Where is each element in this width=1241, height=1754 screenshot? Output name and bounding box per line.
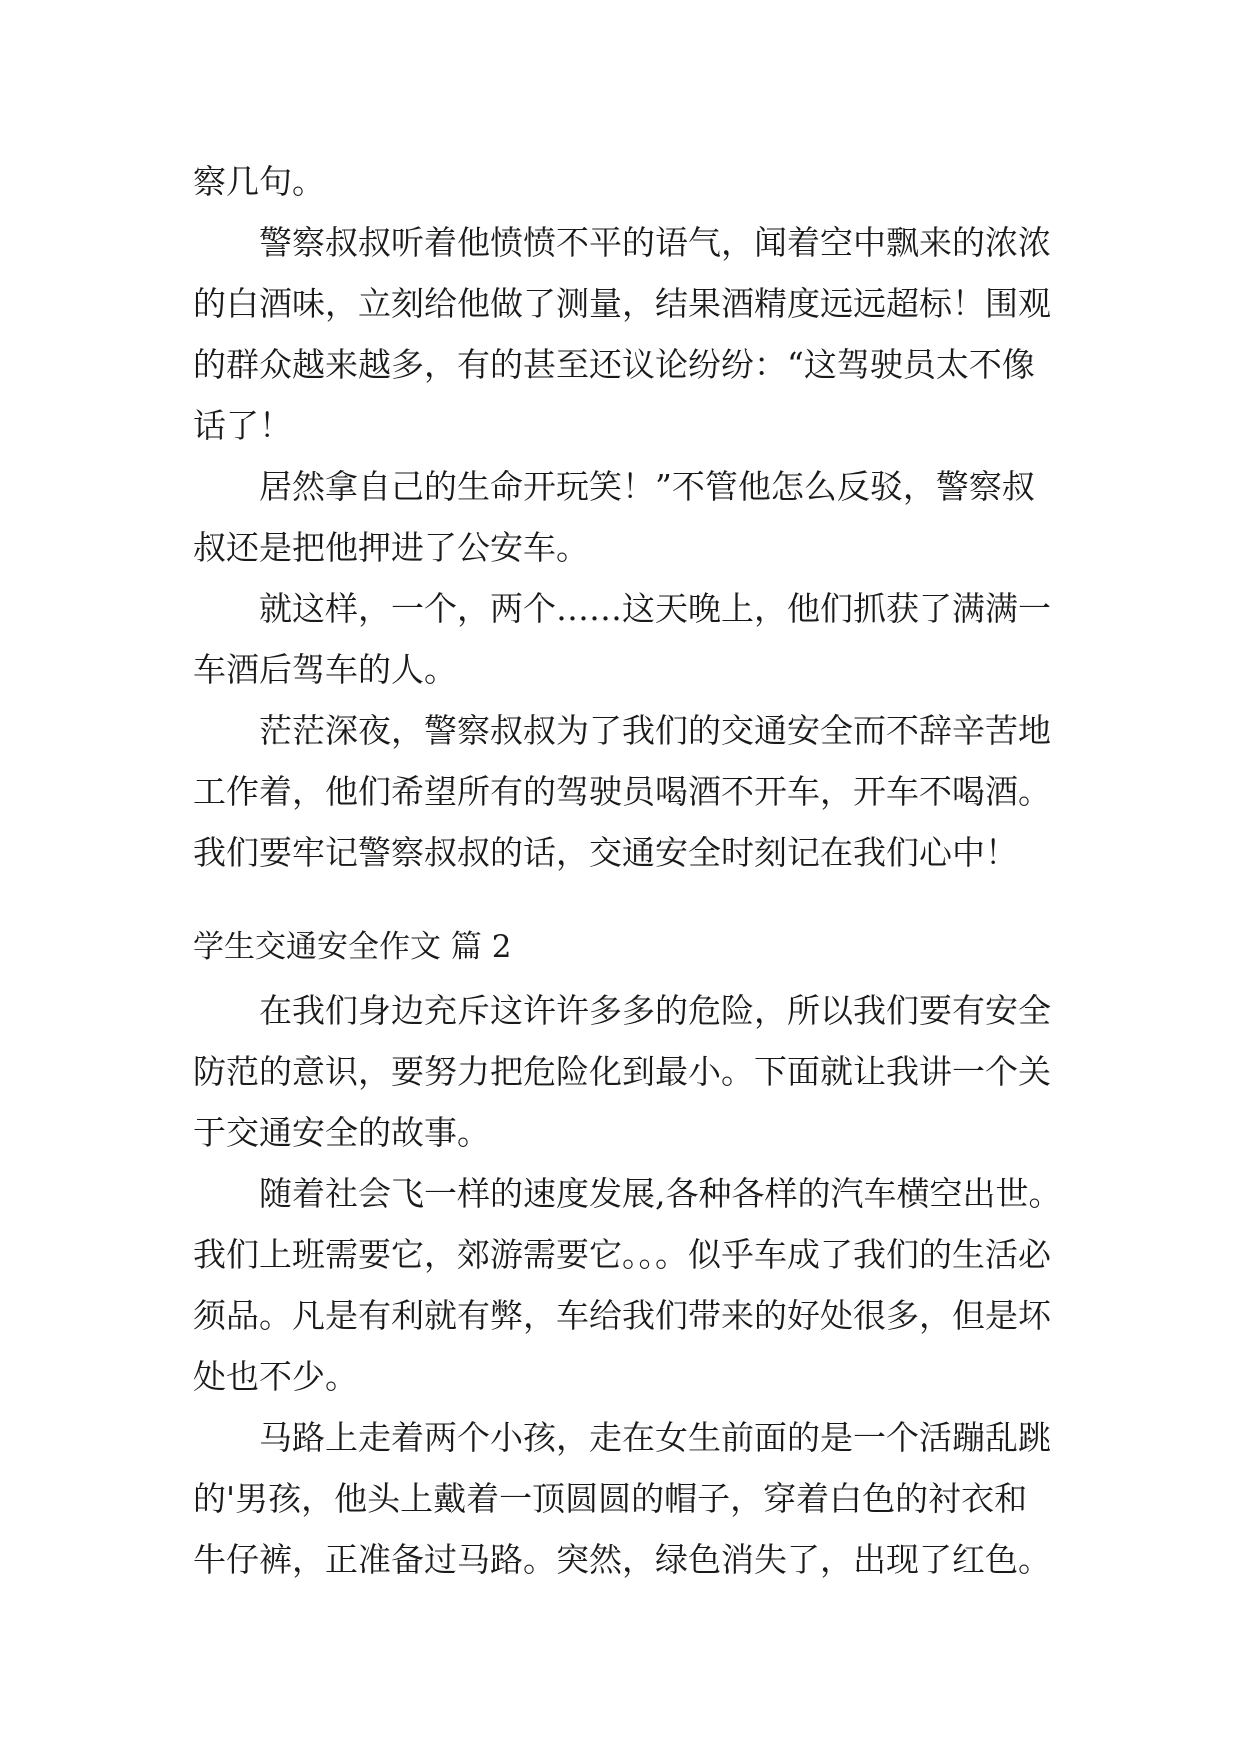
paragraph-start-line: 随着社会飞一样的速度发展,各种各样的汽车横空出世。 (259, 1174, 1062, 1213)
text-line: 处也不少。 (193, 1357, 358, 1396)
text-line: 的'男孩，他头上戴着一顶圆圆的帽子，穿着白色的衬衣和 (193, 1479, 1028, 1518)
text-line: 我们上班需要它，郊游需要它。。。似乎车成了我们的生活必 (193, 1235, 1051, 1274)
text-line: 于交通安全的故事。 (193, 1113, 490, 1152)
text-line: 工作着，他们希望所有的驾驶员喝酒不开车，开车不喝酒。 (193, 772, 1051, 811)
paragraph-start-line: 居然拿自己的生命开玩笑！”不管他怎么反驳，警察叔 (259, 467, 1035, 506)
paragraph-start-line: 警察叔叔听着他愤愤不平的语气，闻着空中飘来的浓浓 (259, 223, 1051, 262)
text-line: 防范的意识，要努力把危险化到最小。下面就让我讲一个关 (193, 1052, 1051, 1091)
text-line: 的群众越来越多，有的甚至还议论纷纷：“这驾驶员太不像 (193, 345, 1035, 384)
text-line: 的白酒味，立刻给他做了测量，结果酒精度远远超标！围观 (193, 284, 1051, 323)
text-line: 察几句。 (193, 162, 325, 201)
text-line: 须品。凡是有利就有弊，车给我们带来的好处很多，但是坏 (193, 1296, 1051, 1335)
text-line: 叔还是把他押进了公安车。 (193, 528, 589, 567)
paragraph-start-line: 马路上走着两个小孩，走在女生前面的是一个活蹦乱跳 (259, 1418, 1051, 1457)
text-line: 我们要牢记警察叔叔的话，交通安全时刻记在我们心中！ (193, 833, 1018, 872)
text-line: 牛仔裤，正准备过马路。突然，绿色消失了，出现了红色。 (193, 1540, 1051, 1579)
text-line: 车酒后驾车的人。 (193, 650, 457, 689)
paragraph-start-line: 就这样，一个，两个……这天晚上，他们抓获了满满一 (259, 589, 1051, 628)
paragraph-start-line: 茫茫深夜，警察叔叔为了我们的交通安全而不辞辛苦地 (259, 711, 1051, 750)
paragraph-start-line: 在我们身边充斥这许许多多的危险，所以我们要有安全 (259, 991, 1051, 1030)
section-heading: 学生交通安全作文 篇 2 (193, 929, 512, 965)
text-line: 话了！ (193, 406, 292, 445)
